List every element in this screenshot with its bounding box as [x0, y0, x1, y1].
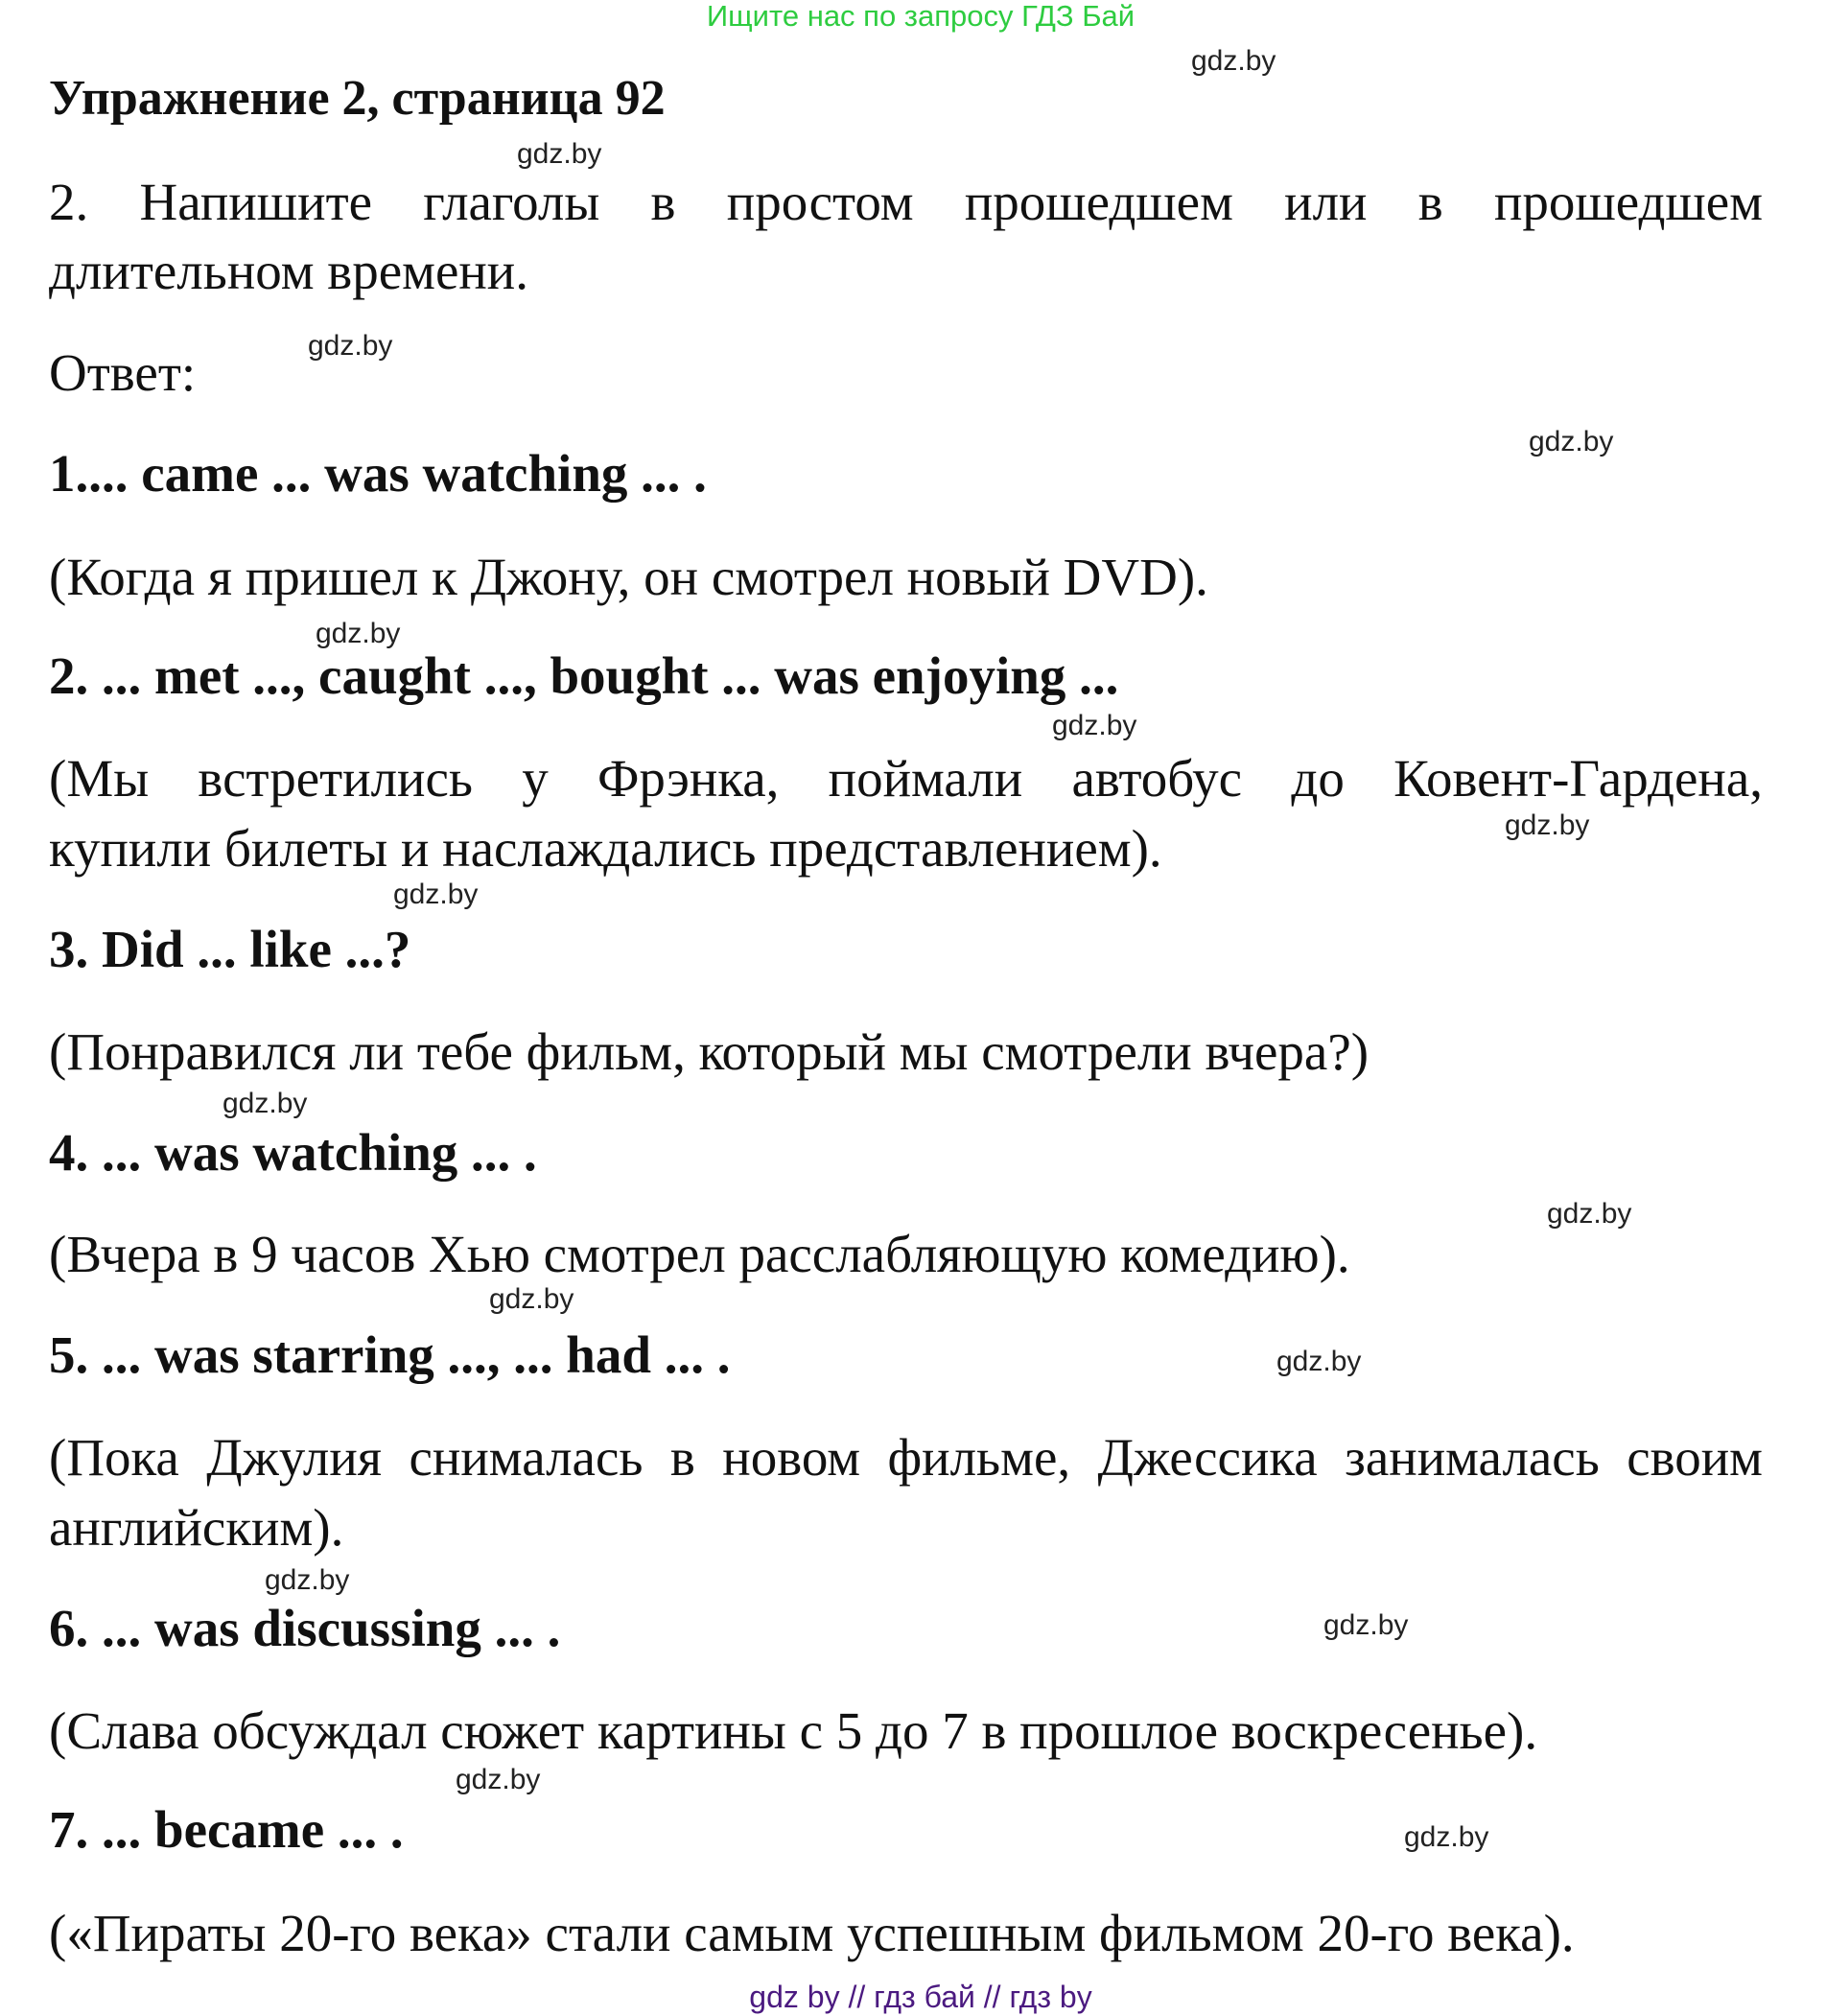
search-banner[interactable]: Ищите нас по запросу ГДЗ Бай: [706, 0, 1135, 33]
translation-4: (Вчера в 9 часов Хью смотрел расслабляющую комедию).: [49, 1225, 1350, 1283]
watermark: gdz.by: [1529, 426, 1614, 457]
answer-6: 6. ... was discussing ... .: [49, 1599, 561, 1657]
watermark: gdz.by: [316, 618, 401, 649]
watermark: gdz.by: [1547, 1198, 1632, 1230]
translation-1: (Когда я пришел к Джону, он смотрел новый DVD).: [49, 548, 1208, 606]
watermark: gdz.by: [308, 330, 393, 362]
watermark: gdz.by: [489, 1283, 574, 1315]
watermark: gdz.by: [222, 1088, 308, 1119]
translation-2-line2: купили билеты и наслаждались представлением).: [49, 819, 1162, 878]
watermark: gdz.by: [393, 879, 479, 910]
watermark: gdz.by: [1404, 1821, 1489, 1853]
answer-3: 3. Did ... like ...?: [49, 920, 411, 978]
watermark: gdz.by: [265, 1564, 350, 1596]
answer-5: 5. ... was starring ..., ... had ... .: [49, 1325, 731, 1384]
translation-3: (Понравился ли тебе фильм, который мы смотрели вчера?): [49, 1022, 1370, 1081]
task-text-line2: длительном времени.: [49, 242, 528, 300]
watermark: gdz.by: [1276, 1346, 1362, 1377]
answer-label: Ответ:: [49, 343, 197, 402]
translation-2-line1: (Мы встретились у Фрэнка, поймали автобус до Ковент-Гардена,: [49, 749, 1763, 808]
translation-7: («Пираты 20-го века» стали самым успешным фильмом 20-го века).: [49, 1904, 1575, 1962]
translation-5-line2: английским).: [49, 1498, 344, 1557]
watermark: gdz.by: [1323, 1609, 1409, 1641]
translation-5-line1: (Пока Джулия снималась в новом фильме, Джессика занималась своим: [49, 1428, 1763, 1487]
answer-2: 2. ... met ..., caught ..., bought ... was enjoying ...: [49, 646, 1119, 705]
answer-1: 1.... came ... was watching ... .: [49, 444, 707, 503]
watermark: gdz.by: [1191, 45, 1276, 77]
exercise-title: Упражнение 2, страница 92: [49, 71, 666, 126]
watermark: gdz.by: [1505, 809, 1590, 841]
footer-links[interactable]: gdz by // гдз бай // гдз by: [749, 1980, 1092, 2014]
answer-4: 4. ... was watching ... .: [49, 1123, 537, 1182]
answer-7: 7. ... became ... .: [49, 1800, 404, 1859]
watermark: gdz.by: [517, 138, 602, 170]
watermark: gdz.by: [456, 1764, 541, 1795]
translation-6: (Слава обсуждал сюжет картины с 5 до 7 в прошлое воскресенье).: [49, 1701, 1538, 1760]
task-text-line1: 2. Напишите глаголы в простом прошедшем или в прошедшем: [49, 173, 1763, 231]
watermark: gdz.by: [1052, 710, 1137, 741]
